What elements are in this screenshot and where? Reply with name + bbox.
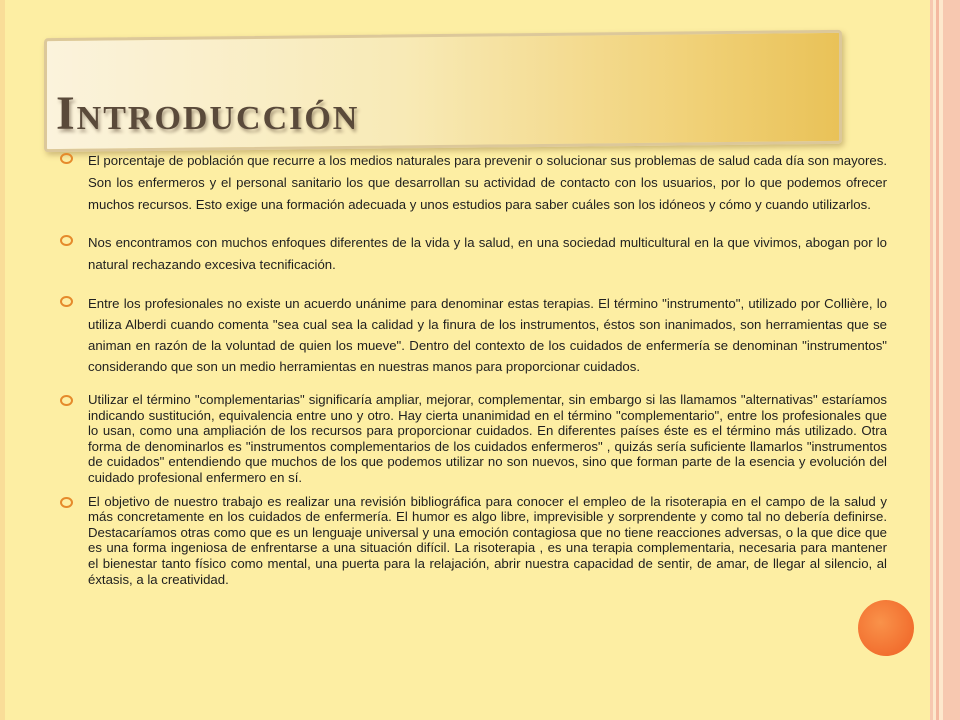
bullet-ring-icon — [60, 235, 73, 246]
paragraph-text: El objetivo de nuestro trabajo es realizar una revisión bibliográfica para conocer el empleo de la risoterapia en el campo de la salud y más concretamente en los cuidados de enfermería. El humor es algo libre, imprevisible y sorprendente y como tal no debería definirse. Destacaríamos otras como que es un lenguaje universal y una emoción contagiosa que no tiene reacciones adversas, o la que dice que es una forma ingeniosa de enfrentarse a una situación difícil. La risoterapia , es una terapia complementaria, necesaria para mantener el bienestar tanto físico como mental, una puerta para la relajación, abrir nuestra capacidad de sentir, de amar, de llegar al silencio, al éxtasis, a la creatividad. — [88, 493, 887, 587]
right-border-stripes — [930, 0, 960, 720]
bullet-ring-icon — [60, 296, 73, 307]
bullet-list — [60, 150, 887, 587]
list-item — [60, 293, 887, 377]
bullet-ring-icon — [60, 497, 73, 508]
paragraph-text: Entre los profesionales no existe un acuerdo unánime para denominar estas terapias. El término "instrumento", utilizado por Collière, lo utiliza Alberdi cuando comenta "sea cual sea la calidad y la finura de los instrumentos, éstos son inanimados, son herramientas que se animan en razón de la voluntad de quien los mueve". Dentro del contexto de los cuidados de enfermería se denominan "instrumentos" considerando que son un medio herramientas en nuestras manos para proporcionar cuidados. — [88, 296, 887, 374]
paragraph-text: El porcentaje de población que recurre a los medios naturales para prevenir o solucionar sus problemas de salud cada día son mayores. Son los enfermeros y el personal sanitario los que desarrollan su actividad de contacto con los usuarios, por lo que podemos ofrecer muchos recursos. Esto exige una formación adecuada y unos estudios para saber cuáles son los idóneos y cómo y cuando utilizarlos. — [88, 153, 887, 212]
page-title: Introducción — [56, 87, 360, 140]
paragraph-text: Nos encontramos con muchos enfoques diferentes de la vida y la salud, en una sociedad multicultural en la que vivimos, abogan por lo natural rechazando excesiva tecnificación. — [88, 235, 887, 272]
list-item — [60, 232, 887, 276]
paragraph-text: Utilizar el término "complementarias" significaría ampliar, mejorar, complementar, sin embargo si las llamamos "alternativas" estaríamos indicando sustitución, equivalencia entre uno y otro. Hay cierta unanimidad en el término "complementario", entre los profesionales que lo usan, como una ampliación de los recursos para proporcionar cuidados. En diferentes países éste es el término más utilizado. Otra forma de denominarlos es "instrumentos complementarios de los cuidados enfermeros" , quizás sería suficiente llamarlos "instrumentos de cuidados" entendiendo que muchos de los que podemos utilizar no son nuevos, sino que forman parte de la esencia y evolución del cuidado profesional enfermero en sí. — [88, 392, 887, 485]
list-item — [60, 494, 887, 588]
left-border-strip — [0, 0, 5, 720]
list-item — [60, 392, 887, 486]
decorative-orange-circle — [858, 600, 914, 656]
list-item — [60, 150, 887, 216]
bullet-ring-icon — [60, 395, 73, 406]
bullet-ring-icon — [60, 153, 73, 164]
